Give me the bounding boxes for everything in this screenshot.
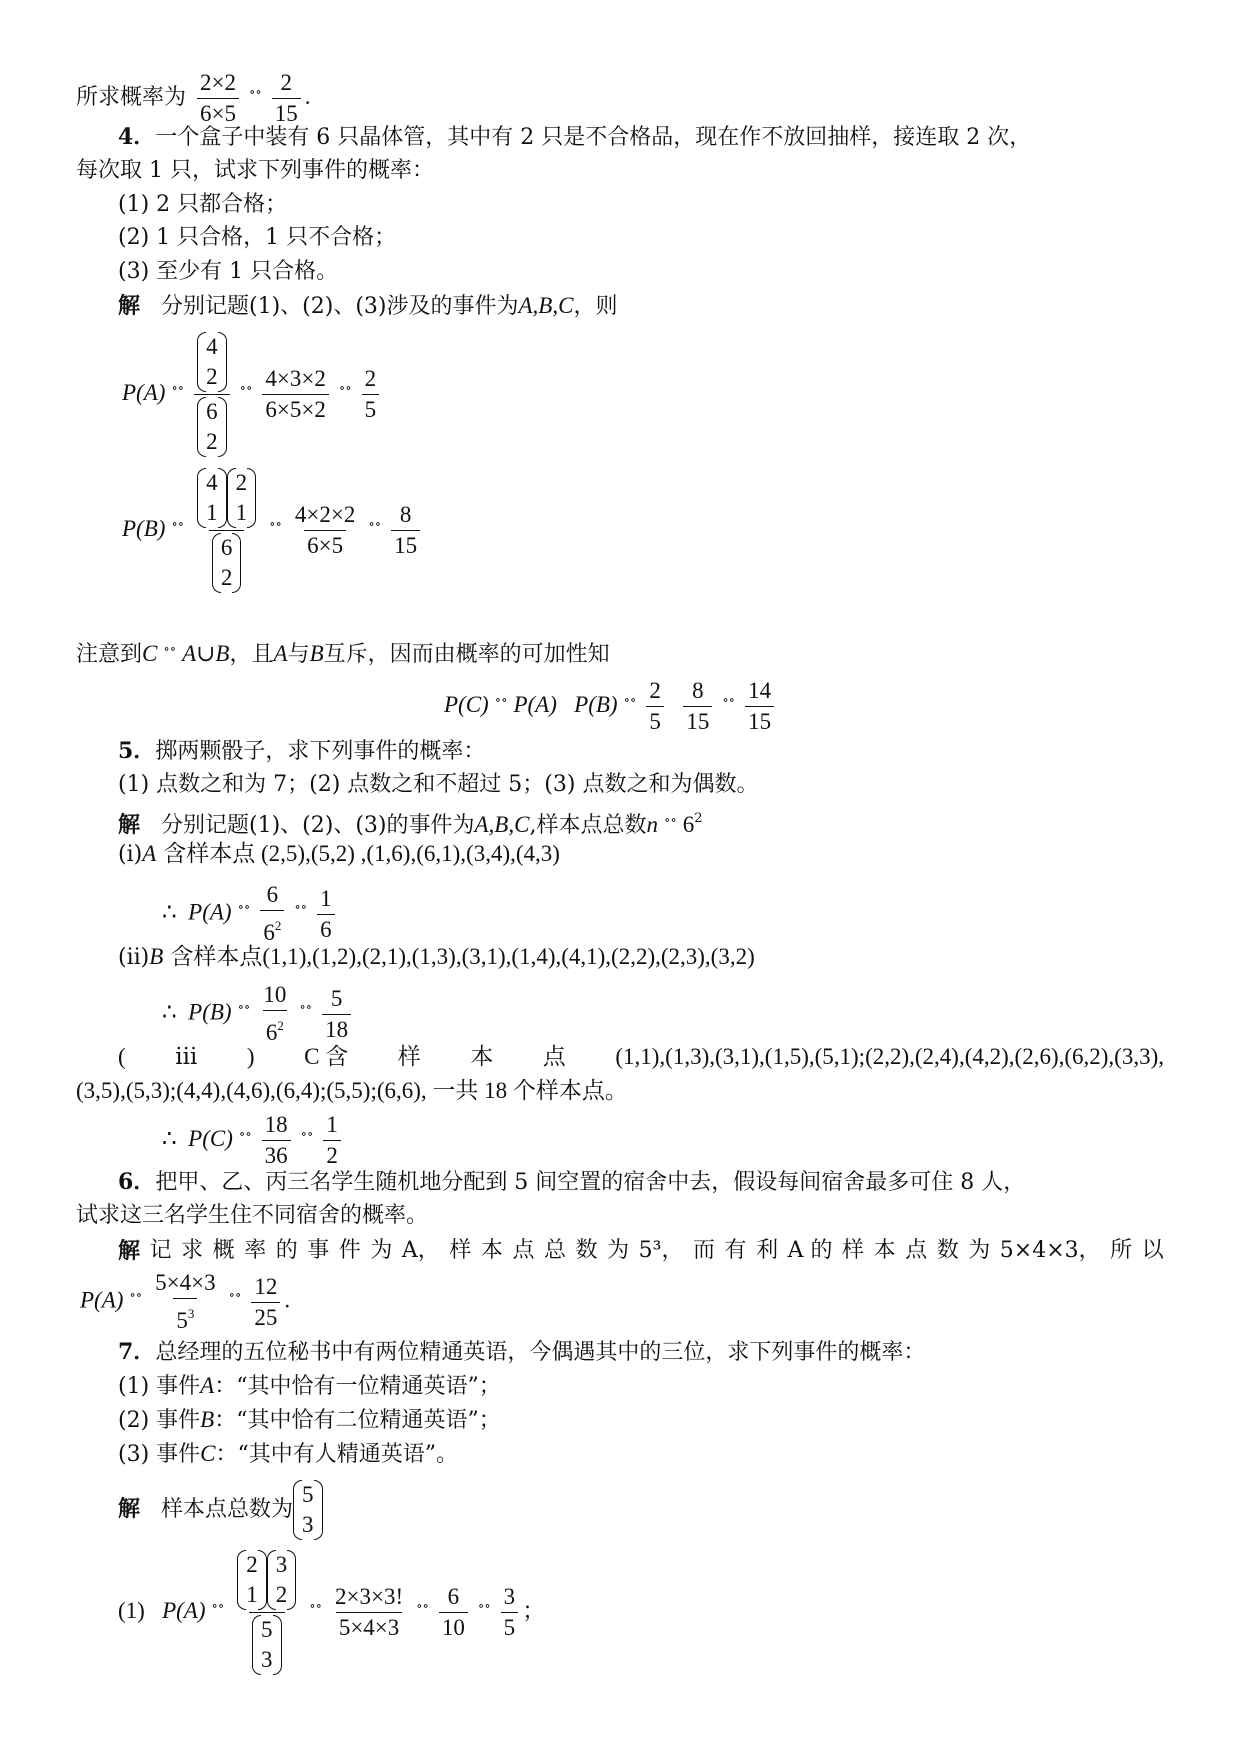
problem-4-solution: 解 分别记题(1)、(2)、(3)涉及的事件为A,B,C，则 xyxy=(118,293,618,319)
fraction: $\frac{2}{15}$ xyxy=(272,68,301,129)
equation-5-pb: ∴ P(B) ∘∘ $\frac{10}{6^2}$ ∘∘ $\frac{5}{18}$ xyxy=(162,980,355,1048)
problem-6-line-1: 6．把甲、乙、丙三名学生随机地分配到 5 间空置的宿舍中去，假设每间宿舍最多可住 8 人， xyxy=(118,1169,1026,1195)
equation-5-pa: ∴ P(A) ∘∘ $\frac{6}{6^2}$ ∘∘ $\frac{1}{6}$ xyxy=(162,880,339,948)
fraction xyxy=(194,330,230,459)
solution-label: 解 xyxy=(118,812,141,838)
fraction: $\frac{2\times 2}{6\times 5}$ xyxy=(197,68,239,129)
problem-4-line-2: 每次取 1 只，试求下列事件的概率： xyxy=(76,158,434,183)
fraction: $\frac{1}{6}$ xyxy=(317,884,335,945)
binomial: 3 2 xyxy=(267,1548,297,1612)
binomial: 4 2 xyxy=(197,330,227,394)
equation-pb: P(B) ∘∘ 4 1 2 1 6 2 ∘∘ $\frac{4\times 2\times 2}{6\times 5}$ ∘∘ $\frac{8}{15}$ xyxy=(122,466,424,595)
fraction: $\frac{8}{15}$ xyxy=(683,676,712,737)
fraction: $\frac{5}{18}$ xyxy=(322,984,351,1045)
case-iii-line-2: (3,5),(5,3);(4,4),(4,6),(6,4);(5,5);(6,6), 一共 18 个样本点。 xyxy=(76,1078,628,1103)
problem-7-item-2: (2) 事件B：“其中恰有二位精通英语”； xyxy=(118,1407,501,1433)
fraction: $\frac{2}{5}$ xyxy=(362,364,380,425)
problem-number: 7． xyxy=(118,1339,156,1365)
fraction: $\frac{4\times 2\times 2}{6\times 5}$ xyxy=(292,500,358,561)
fraction: $\frac{6}{6^2}$ xyxy=(260,880,284,948)
binomial: 4 1 xyxy=(197,466,227,530)
problem-7-solution: 解 样本点总数为 5 3 xyxy=(118,1478,323,1542)
equation-pa: P(A) ∘∘ 4 2 6 2 ∘∘ $\frac{4\times 3\times 2}{6\times 5\times 2}$ ∘∘ $\frac{2}{5}$ xyxy=(122,330,383,459)
fraction: $\frac{2}{5}$ xyxy=(646,676,664,737)
fraction: $\frac{10}{6^2}$ xyxy=(260,980,289,1048)
problem-number: 6． xyxy=(118,1169,156,1195)
fraction: $\frac{18}{36}$ xyxy=(262,1110,291,1171)
problem-4-line-1: 4．一个盒子中装有 6 只晶体管，其中有 2 只是不合格品，现在作不放回抽样，接连取 2 次， xyxy=(118,124,1032,150)
problem-4-item-2: (2) 1 只合格，1 只不合格； xyxy=(118,225,397,250)
fraction: $\frac{14}{15}$ xyxy=(745,676,774,737)
problem-number: 4． xyxy=(118,124,156,150)
fraction: $\frac{4\times 3\times 2}{6\times 5\times 2}$ xyxy=(262,364,328,425)
equation-5-pc: ∴ P(C) ∘∘ $\frac{18}{36}$ ∘∘ $\frac{1}{2}$ xyxy=(162,1110,345,1171)
problem-7-line-1: 7．总经理的五位秘书中有两位精通英语，今偶遇其中的三位，求下列事件的概率： xyxy=(118,1339,926,1365)
result-prefix: 所求概率为 xyxy=(76,84,187,110)
problem-4-item-3: (3) 至少有 1 只合格。 xyxy=(118,259,339,284)
result-line: 所求概率为 $\frac{2\times 2}{6\times 5}$ ∘∘ $\frac{2}{15}$ . xyxy=(76,68,311,129)
fraction: $\frac{6}{10}$ xyxy=(439,1582,468,1643)
problem-4-item-1: (1) 2 只都合格； xyxy=(118,192,288,217)
solution-label: 解 xyxy=(118,1496,141,1522)
solution-label: 解 xyxy=(118,1238,141,1264)
solution-label: 解 xyxy=(118,293,141,319)
fraction: $\frac{2\times 3\times 3!}{5\times 4\times 3}$ xyxy=(332,1582,406,1643)
binomial: 6 2 xyxy=(197,395,227,459)
note-line: 注意到C ∘∘ A∪B，且A与B互斥，因而由概率的可加性知 xyxy=(76,641,610,667)
fraction: $\frac{8}{15}$ xyxy=(391,500,420,561)
problem-7-item-3: (3) 事件C：“其中有人精通英语”。 xyxy=(118,1441,459,1467)
fraction xyxy=(234,1548,299,1677)
case-iii-line: ( ⅲ ) C 含 样 本 点 (1,1),(1,3),(3,1),(1,5),(5,1);(2,2),(2,4),(4,2),(2,6),(6,2),(3,3), xyxy=(118,1044,1164,1069)
problem-6-line-2: 试求这三名学生住不同宿舍的概率。 xyxy=(76,1203,429,1228)
problem-number: 5． xyxy=(118,738,156,764)
fraction: $\frac{5\times 4\times 3}{5^3}$ xyxy=(152,1268,218,1336)
binomial: 5 3 xyxy=(252,1613,282,1677)
binomial: 6 2 xyxy=(212,531,242,595)
fraction: $\frac{1}{2}$ xyxy=(323,1110,341,1171)
problem-6-solution: 解 记 求 概 率 的 事 件 为 A， 样 本 点 总 数 为 5³， 而 有 利 A 的 样 本 点 数 为 5×4×3， 所 以 xyxy=(118,1238,1164,1264)
problem-5-solution: 解 分别记题(1)、(2)、(3)的事件为A,B,C,样本点总数n ∘∘ $6^2$ xyxy=(118,811,703,838)
equation-pc: P(C) ∘∘ P(A) P(B) ∘∘ $\frac{2}{5}$ $\frac{8}{15}$ ∘∘ $\frac{14}{15}$ xyxy=(444,676,778,737)
case-i-line: (ⅰ)A 含样本点 (2,5),(5,2) ,(1,6),(6,1),(3,4),(4,3) xyxy=(118,841,560,867)
problem-7-item-1: (1) 事件A：“其中恰有一位精通英语”； xyxy=(118,1373,501,1399)
equation-6-pa: P(A) ∘∘ $\frac{5\times 4\times 3}{5^3}$ ∘∘ $\frac{12}{25}$ . xyxy=(80,1268,290,1336)
case-ii-line: (ⅱ)B 含样本点(1,1),(1,2),(2,1),(1,3),(3,1),(1,4),(4,1),(2,2),(2,3),(3,2) xyxy=(118,944,755,970)
problem-5-line-2: (1) 点数之和为 7；(2) 点数之和不超过 5；(3) 点数之和为偶数。 xyxy=(118,772,759,797)
fraction: $\frac{12}{25}$ xyxy=(251,1272,280,1333)
binomial: 5 3 xyxy=(293,1478,323,1542)
problem-5-line-1: 5．掷两颗骰子，求下列事件的概率： xyxy=(118,738,486,764)
equation-7-pa: (1) P(A) ∘∘ 2 1 3 2 5 3 ∘∘ $\frac{2\times 3\times 3!}{5\times 4\times 3}$ ∘∘ $\frac{6}{10}$ ∘∘ $\frac{3}{5}$ ； xyxy=(118,1548,545,1677)
binomial: 2 1 xyxy=(227,466,257,530)
fraction xyxy=(194,466,259,595)
binomial: 2 1 xyxy=(237,1548,267,1612)
fraction: $\frac{3}{5}$ xyxy=(501,1582,519,1643)
